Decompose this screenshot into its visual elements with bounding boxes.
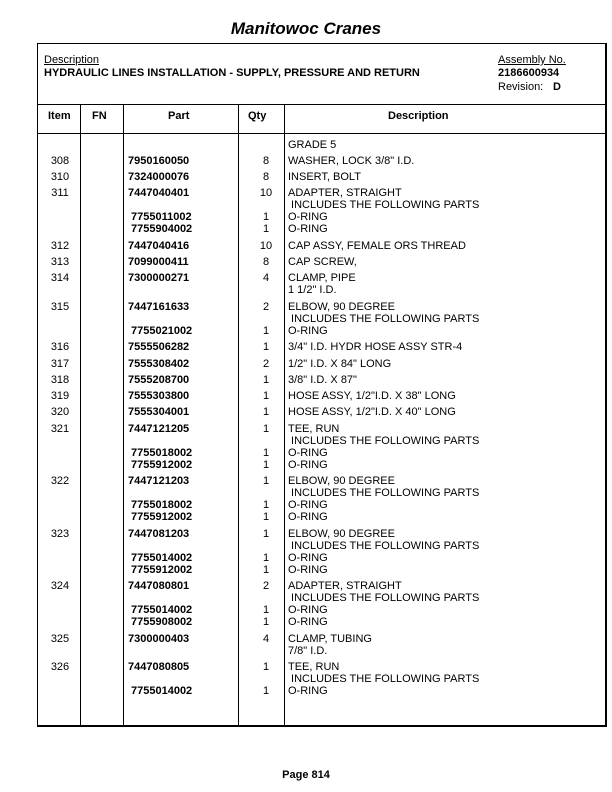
quantity: 1 bbox=[262, 447, 270, 459]
item-number: 313 bbox=[50, 256, 70, 268]
item-number: 320 bbox=[50, 406, 70, 418]
revision-value: D bbox=[553, 81, 561, 93]
part-number: 7755912002 bbox=[131, 459, 193, 471]
quantity: 2 bbox=[262, 301, 270, 313]
column-fn: FN bbox=[92, 110, 107, 122]
part-number: 7555208700 bbox=[128, 374, 190, 386]
quantity: 1 bbox=[262, 325, 270, 337]
part-description: O-RING bbox=[288, 552, 328, 564]
part-description: TEE, RUN bbox=[288, 661, 340, 673]
parts-table-frame bbox=[37, 43, 607, 727]
item-number: 326 bbox=[50, 661, 70, 673]
column-part: Part bbox=[168, 110, 190, 122]
column-divider bbox=[80, 104, 81, 725]
quantity: 1 bbox=[262, 423, 270, 435]
part-description: O-RING bbox=[288, 685, 328, 697]
quantity: 1 bbox=[262, 223, 270, 235]
item-number: 311 bbox=[51, 187, 69, 199]
part-description: ELBOW, 90 DEGREE bbox=[288, 301, 395, 313]
part-description: ELBOW, 90 DEGREE bbox=[288, 528, 395, 540]
quantity: 1 bbox=[262, 341, 270, 353]
part-description: INCLUDES THE FOLLOWING PARTS bbox=[288, 592, 480, 604]
part-description: 3/8" I.D. X 87" bbox=[288, 374, 357, 386]
part-description: ADAPTER, STRAIGHT bbox=[288, 187, 402, 199]
item-number: 308 bbox=[50, 155, 70, 167]
quantity: 2 bbox=[262, 580, 270, 592]
assembly-number: 2186600934 bbox=[498, 67, 560, 79]
part-description: 7/8" I.D. bbox=[288, 645, 328, 657]
quantity: 1 bbox=[262, 211, 270, 223]
quantity: 1 bbox=[262, 459, 270, 471]
part-number: 7447080805 bbox=[128, 661, 190, 673]
quantity: 1 bbox=[262, 685, 270, 697]
part-number: 7555506282 bbox=[128, 341, 190, 353]
column-divider bbox=[284, 104, 285, 725]
quantity: 1 bbox=[262, 390, 270, 402]
quantity: 1 bbox=[262, 374, 270, 386]
item-number: 325 bbox=[50, 633, 70, 645]
part-description: 1/2" I.D. X 84" LONG bbox=[288, 358, 392, 370]
part-number: 7447081203 bbox=[128, 528, 190, 540]
part-number: 7300000403 bbox=[128, 633, 190, 645]
column-item: Item bbox=[48, 110, 71, 122]
part-description: INCLUDES THE FOLLOWING PARTS bbox=[288, 435, 480, 447]
quantity: 2 bbox=[262, 358, 270, 370]
item-number: 310 bbox=[50, 171, 70, 183]
part-number: 7447040401 bbox=[128, 187, 190, 199]
part-number: 7755018002 bbox=[131, 447, 193, 459]
item-number: 315 bbox=[50, 301, 70, 313]
part-number: 7755014002 bbox=[131, 552, 193, 564]
quantity: 8 bbox=[262, 256, 270, 268]
part-number: 7324000076 bbox=[128, 171, 190, 183]
quantity: 1 bbox=[262, 661, 270, 673]
part-number: 7755912002 bbox=[131, 511, 193, 523]
item-number: 318 bbox=[50, 374, 70, 386]
part-description: O-RING bbox=[288, 564, 328, 576]
document-title: Manitowoc Cranes bbox=[230, 19, 382, 38]
part-description: O-RING bbox=[288, 447, 328, 459]
part-description: CAP SCREW, bbox=[288, 256, 357, 268]
column-divider bbox=[123, 104, 124, 725]
quantity: 1 bbox=[262, 511, 270, 523]
part-description: GRADE 5 bbox=[288, 139, 337, 151]
part-number: 7555303800 bbox=[128, 390, 190, 402]
item-number: 314 bbox=[50, 272, 70, 284]
part-number: 7755014002 bbox=[131, 604, 193, 616]
part-number: 7099000411 bbox=[128, 256, 189, 268]
page-number: Page 814 bbox=[282, 769, 330, 781]
part-description: O-RING bbox=[288, 604, 328, 616]
item-number: 316 bbox=[50, 341, 70, 353]
description-label: Description bbox=[44, 54, 100, 66]
item-number: 323 bbox=[50, 528, 70, 540]
quantity: 10 bbox=[259, 240, 273, 252]
part-description: INCLUDES THE FOLLOWING PARTS bbox=[288, 673, 480, 685]
assembly-number-label: Assembly No. bbox=[498, 54, 566, 66]
part-description: ADAPTER, STRAIGHT bbox=[288, 580, 402, 592]
part-description: O-RING bbox=[288, 223, 328, 235]
part-description: CLAMP, PIPE bbox=[288, 272, 356, 284]
quantity: 1 bbox=[262, 604, 270, 616]
quantity: 4 bbox=[262, 633, 270, 645]
quantity: 1 bbox=[262, 475, 270, 487]
part-description: CAP ASSY, FEMALE ORS THREAD bbox=[288, 240, 466, 252]
part-number: 7755904002 bbox=[131, 223, 193, 235]
item-number: 319 bbox=[50, 390, 70, 402]
quantity: 1 bbox=[262, 528, 270, 540]
column-divider bbox=[238, 104, 239, 725]
part-description: O-RING bbox=[288, 511, 328, 523]
part-number: 7447121205 bbox=[128, 423, 190, 435]
part-number: 7755912002 bbox=[131, 564, 193, 576]
part-number: 7755908002 bbox=[131, 616, 193, 628]
part-description: ELBOW, 90 DEGREE bbox=[288, 475, 395, 487]
part-description: INCLUDES THE FOLLOWING PARTS bbox=[288, 313, 480, 325]
quantity: 1 bbox=[262, 616, 270, 628]
item-number: 312 bbox=[50, 240, 70, 252]
revision-label: Revision: bbox=[498, 81, 544, 93]
item-number: 322 bbox=[50, 475, 70, 487]
quantity: 1 bbox=[262, 499, 270, 511]
part-number: 7300000271 bbox=[128, 272, 190, 284]
quantity: 1 bbox=[262, 406, 270, 418]
item-number: 321 bbox=[50, 423, 70, 435]
quantity: 10 bbox=[259, 187, 273, 199]
part-description: HOSE ASSY, 1/2"I.D. X 40" LONG bbox=[288, 406, 456, 418]
part-description: 3/4" I.D. HYDR HOSE ASSY STR-4 bbox=[288, 341, 463, 353]
part-description: INCLUDES THE FOLLOWING PARTS bbox=[288, 540, 480, 552]
part-number: 7447161633 bbox=[128, 301, 190, 313]
part-number: 7755011002 bbox=[131, 211, 192, 223]
part-number: 7555308402 bbox=[128, 358, 190, 370]
part-number: 7447121203 bbox=[128, 475, 190, 487]
part-description: CLAMP, TUBING bbox=[288, 633, 372, 645]
part-number: 7555304001 bbox=[128, 406, 190, 418]
part-description: O-RING bbox=[288, 211, 328, 223]
item-number: 324 bbox=[50, 580, 70, 592]
quantity: 1 bbox=[262, 552, 270, 564]
part-description: INSERT, BOLT bbox=[288, 171, 361, 183]
assembly-header bbox=[38, 44, 605, 105]
quantity: 8 bbox=[262, 155, 270, 167]
item-number: 317 bbox=[50, 358, 70, 370]
part-number: 7447040416 bbox=[128, 240, 190, 252]
part-number: 7755021002 bbox=[131, 325, 193, 337]
part-number: 7950160050 bbox=[128, 155, 190, 167]
column-description: Description bbox=[388, 110, 449, 122]
quantity: 4 bbox=[262, 272, 270, 284]
part-description: WASHER, LOCK 3/8" I.D. bbox=[288, 155, 415, 167]
part-number: 7447080801 bbox=[128, 580, 190, 592]
part-description: INCLUDES THE FOLLOWING PARTS bbox=[288, 487, 480, 499]
column-qty: Qty bbox=[248, 110, 267, 122]
part-description: O-RING bbox=[288, 459, 328, 471]
part-description: O-RING bbox=[288, 499, 328, 511]
part-number: 7755018002 bbox=[131, 499, 193, 511]
part-description: O-RING bbox=[288, 325, 328, 337]
quantity: 1 bbox=[262, 564, 270, 576]
quantity: 8 bbox=[262, 171, 270, 183]
part-number: 7755014002 bbox=[131, 685, 193, 697]
part-description: O-RING bbox=[288, 616, 328, 628]
part-description: TEE, RUN bbox=[288, 423, 340, 435]
part-description: HOSE ASSY, 1/2"I.D. X 38" LONG bbox=[288, 390, 456, 402]
part-description: 1 1/2" I.D. bbox=[288, 284, 337, 296]
part-description: INCLUDES THE FOLLOWING PARTS bbox=[288, 199, 480, 211]
assembly-description: HYDRAULIC LINES INSTALLATION - SUPPLY, PRESSURE AND RETURN bbox=[44, 67, 420, 79]
